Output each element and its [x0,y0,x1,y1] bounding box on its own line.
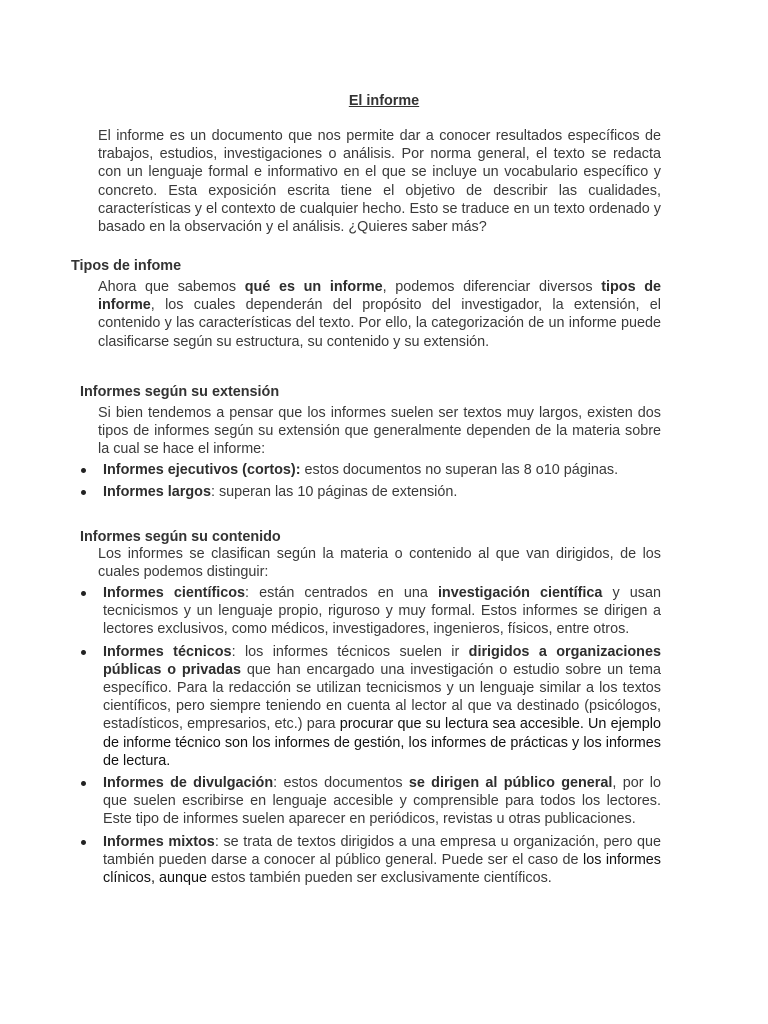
bold-term: dirigidos a organizaciones públicas o privadas [103,643,661,678]
item-text: estos también pueden ser exclusivamente científicos. [207,870,552,887]
list-item [80,643,661,770]
list-item [80,584,661,639]
list-item [80,774,661,829]
item-title: Informes de divulgación [103,775,274,792]
bullet-icon [81,468,86,473]
item-text: que han encargado una investigación o estudio sobre un tema específico. Para la redacción se utilizan tecnicismos y un lenguaje similar a los textos científicos, pero siempre teniendo en cuenta al lector al que va destinado (psicólogos, estadísticos, empresarios, etc.) para [103,661,662,733]
section-heading-tipos: Tipos de infome [71,258,182,274]
item-text: , por lo que suelen escribirse en lenguaje accesible y comprensible para todos los lectores. Este tipo de informes suelen aparecer en periódicos, revistas u otras publicaciones. [103,775,661,828]
text-run: , podemos diferenciar diversos [382,279,602,295]
bullet-icon [81,490,86,495]
item-text: : están centrados en una [245,585,438,601]
list-item [80,833,661,888]
intro-paragraph: El informe es un documento que nos permite dar a conocer resultados específicos de trabajos, estudios, investigaciones o análisis. Por norma general, el texto se redacta con un lenguaje formal e informativo en el que se incluye un vocabulario específico y concreto. Esta exposición escrita tiene el objetivo de describir las cualidades, características y el contexto de cualquier hecho. Esto se traduce en un texto ordenado y basado en la observación y el análisis. ¿Quieres saber más? [98,128,661,236]
item-title: Informes científicos [103,585,246,601]
text-run: Ahora que sabemos [98,279,245,295]
item-text: : los informes técnicos suelen ir [231,643,469,660]
contenido-paragraph: Los informes se clasifican según la materia o contenido al que van dirigidos, de los cuales podemos distinguir: [98,546,661,581]
contenido-list [80,584,661,891]
item-text: : superan las 10 páginas de extensión. [210,484,458,501]
document-title: El informe [348,93,420,109]
bullet-icon [81,650,86,655]
section-heading-contenido: Informes según su contenido [80,529,281,545]
item-text: estos documentos no superan las 8 o10 páginas. [300,462,619,478]
bullet-icon [81,591,86,596]
tipos-paragraph [98,278,661,351]
item-title: Informes mixtos [103,833,215,850]
bold-term: qué es un informe [244,279,383,295]
item-text: : estos documentos [273,775,409,792]
section-heading-extension: Informes según su extensión [80,384,280,400]
list-item [80,483,661,501]
text-run: , los cuales dependerán del propósito del investigador, la extensión, el contenido y las características del texto. Por ello, la categorización de un informe puede clasificarse según su estructura, su contenido y su extensión. [98,297,661,350]
item-text: procurar que su lectura sea accesible. Un ejemplo de informe técnico son los informes de gestión, los informes de prácticas y los informes de lectura. [103,716,661,769]
bold-term: se dirigen al público general [408,775,613,792]
extension-list [80,461,661,505]
extension-paragraph: Si bien tendemos a pensar que los informes suelen ser textos muy largos, existen dos tipos de informes según su extensión que generalmente dependen de la materia sobre la cual se hace el informe: [98,405,661,458]
item-text: y usan tecnicismos y un lenguaje propio, riguroso y muy formal. Estos informes se dirigen a lectores exclusivos, como médicos, investigadores, ingenieros, físicos, entre otros. [103,585,661,638]
item-title: Informes largos [103,484,211,501]
item-title: Informes técnicos [103,643,232,660]
bullet-icon [81,781,86,786]
item-text: los informes clínicos, aunque [103,851,662,887]
bullet-icon [81,840,86,845]
item-text: : se trata de textos dirigidos a una empresa u organización, pero que también pueden darse a conocer al público general. Puede ser el caso de [103,833,661,868]
bold-term: investigación científica [437,585,603,601]
bold-term: tipos de informe [98,279,662,314]
item-title: Informes ejecutivos (cortos): [103,462,301,478]
list-item [80,461,661,479]
